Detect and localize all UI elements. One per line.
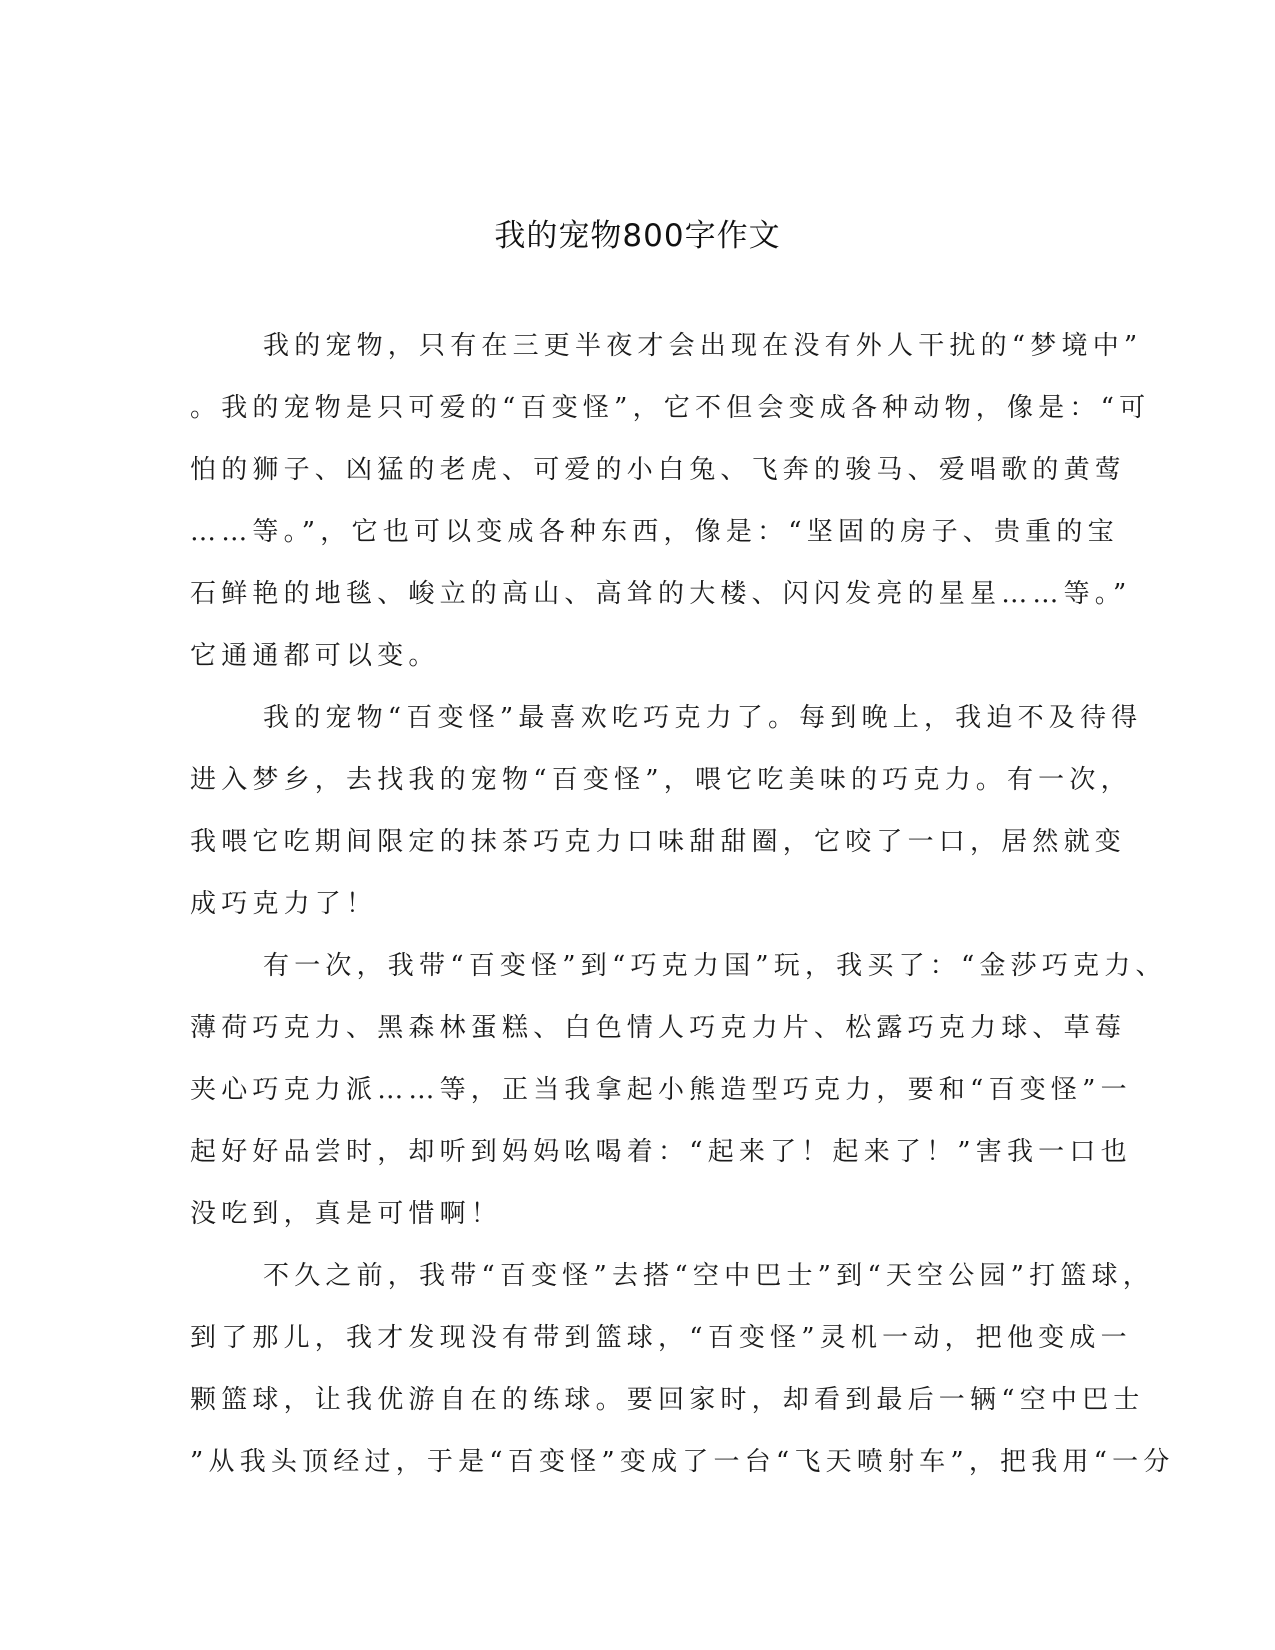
paragraph-1-line-3: 怕的狮子、凶猛的老虎、可爱的小白兔、飞奔的骏马、爱唱歌的黄莺 bbox=[190, 455, 1127, 485]
paragraph-3-line-4: 起好好品尝时，却听到妈妈吆喝着：“起来了！起来了！”害我一口也 bbox=[190, 1137, 1132, 1167]
paragraph-1-line-2: 。我的宠物是只可爱的“百变怪”，它不但会变成各种动物，像是：“可 bbox=[190, 393, 1151, 423]
paragraph-3-line-5: 没吃到，真是可惜啊！ bbox=[190, 1199, 503, 1229]
paragraph-4-line-2: 到了那儿，我才发现没有带到篮球，“百变怪”灵机一动，把他变成一 bbox=[190, 1323, 1132, 1353]
paragraph-4-line-4: ”从我头顶经过，于是“百变怪”变成了一台“飞天喷射车”，把我用“一分 bbox=[190, 1447, 1175, 1477]
paragraph-2-line-3: 我喂它吃期间限定的抹茶巧克力口味甜甜圈，它咬了一口，居然就变 bbox=[190, 827, 1127, 857]
paragraph-2-line-4: 成巧克力了！ bbox=[190, 889, 378, 919]
document-body bbox=[190, 326, 1175, 1504]
paragraph-1-line-6: 它通通都可以变。 bbox=[190, 641, 440, 671]
paragraph-2-line-1: 我的宠物“百变怪”最喜欢吃巧克力了。每到晚上，我迫不及待得 bbox=[263, 703, 1143, 733]
paragraph-3-line-1: 有一次，我带“百变怪”到“巧克力国”玩，我买了：“金莎巧克力、 bbox=[263, 951, 1167, 981]
paragraph-3-line-2: 薄荷巧克力、黑森林蛋糕、白色情人巧克力片、松露巧克力球、草莓 bbox=[190, 1013, 1127, 1043]
paragraph-1-line-4: ……等。”，它也可以变成各种东西，像是：“坚固的房子、贵重的宝 bbox=[190, 517, 1119, 547]
paragraph-2-line-2: 进入梦乡，去找我的宠物“百变怪”，喂它吃美味的巧克力。有一次， bbox=[190, 765, 1132, 795]
paragraph-4-line-1: 不久之前，我带“百变怪”去搭“空中巴士”到“天空公园”打篮球， bbox=[263, 1261, 1154, 1291]
paragraph-1-line-5: 石鲜艳的地毯、峻立的高山、高耸的大楼、闪闪发亮的星星……等。” bbox=[190, 579, 1132, 609]
paragraph-4-line-3: 颗篮球，让我优游自在的练球。要回家时，却看到最后一辆“空中巴士 bbox=[190, 1385, 1145, 1415]
document-title: 我的宠物800字作文 bbox=[494, 218, 781, 254]
paragraph-3-line-3: 夹心巧克力派……等，正当我拿起小熊造型巧克力，要和“百变怪”一 bbox=[190, 1075, 1132, 1105]
paragraph-1-line-1: 我的宠物，只有在三更半夜才会出现在没有外人干扰的“梦境中” bbox=[263, 331, 1143, 361]
